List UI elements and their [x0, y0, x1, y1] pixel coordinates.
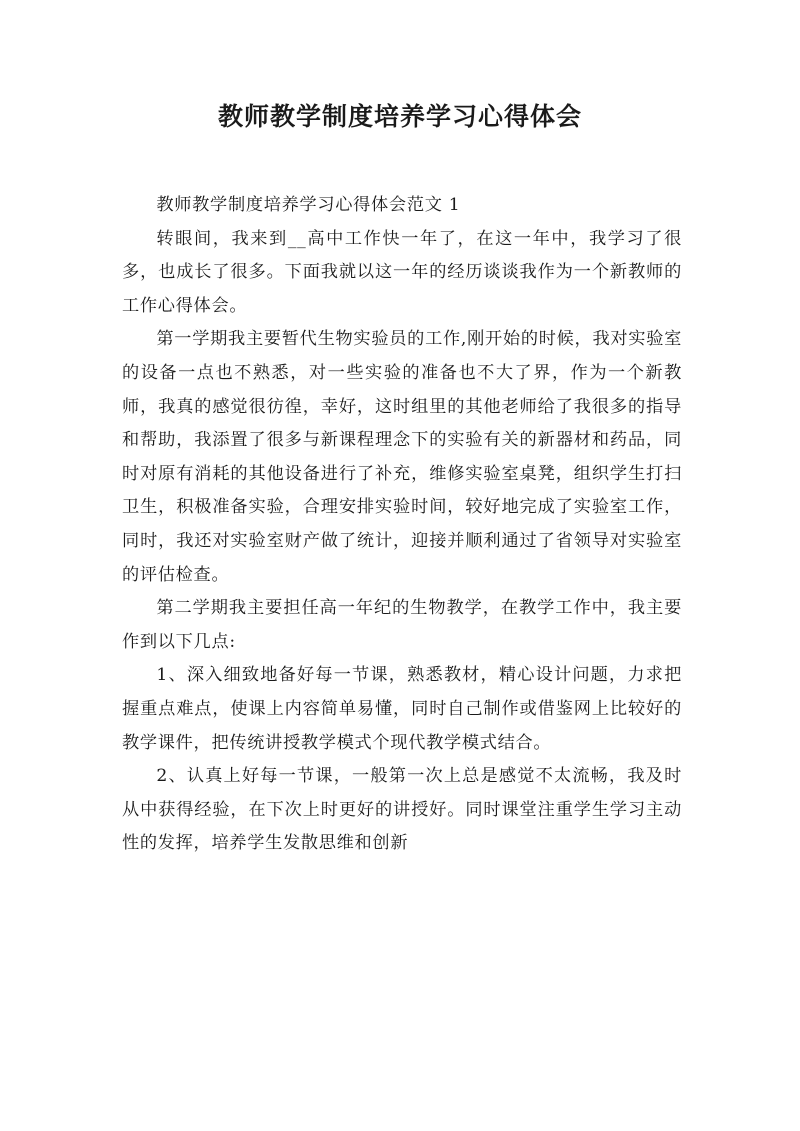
- document-title: 教师教学制度培养学习心得体会: [217, 102, 582, 131]
- document-body: [122, 189, 682, 861]
- paragraph: 第二学期我主要担任高一年纪的生物教学，在教学工作中，我主要作到以下几点:: [122, 598, 682, 652]
- paragraph: 转眼间，我来到__高中工作快一年了，在这一年中，我学习了很多，也成长了很多。下面我就以这一年的经历谈谈我作为一个新教师的工作心得体会。: [122, 228, 682, 316]
- paragraph: 2、认真上好每一节课，一般第一次上总是感觉不太流畅，我及时从中获得经验，在下次上时更好的讲授好。同时课堂注重学生学习主动性的发挥，培养学生发散思维和创新: [122, 766, 682, 854]
- paragraph: 第一学期我主要暂代生物实验员的工作,刚开始的时候，我对实验室的设备一点也不熟悉，对一些实验的准备也不大了界，作为一个新教师，我真的感觉很彷徨，幸好，这时组里的其他老师给了我很多的指导和帮助，我添置了很多与新课程理念下的实验有关的新器材和药品，同时对原有消耗的其他设备进行了补充，维修实验室桌凳，组织学生打扫卫生，积极准备实验，合理安排实验时间，较好地完成了实验室工作，同时，我还对实验室财产做了统计，迎接并顺利通过了省领导对实验室的评估检查。: [122, 329, 682, 585]
- document-subtitle: 教师教学制度培养学习心得体会范文 1: [156, 195, 461, 215]
- paragraph: 1、深入细致地备好每一节课，熟悉教材，精心设计问题，力求把握重点难点，使课上内容简单易懂，同时自己制作或借鉴网上比较好的教学课件，把传统讲授教学模式个现代教学模式结合。: [122, 665, 682, 753]
